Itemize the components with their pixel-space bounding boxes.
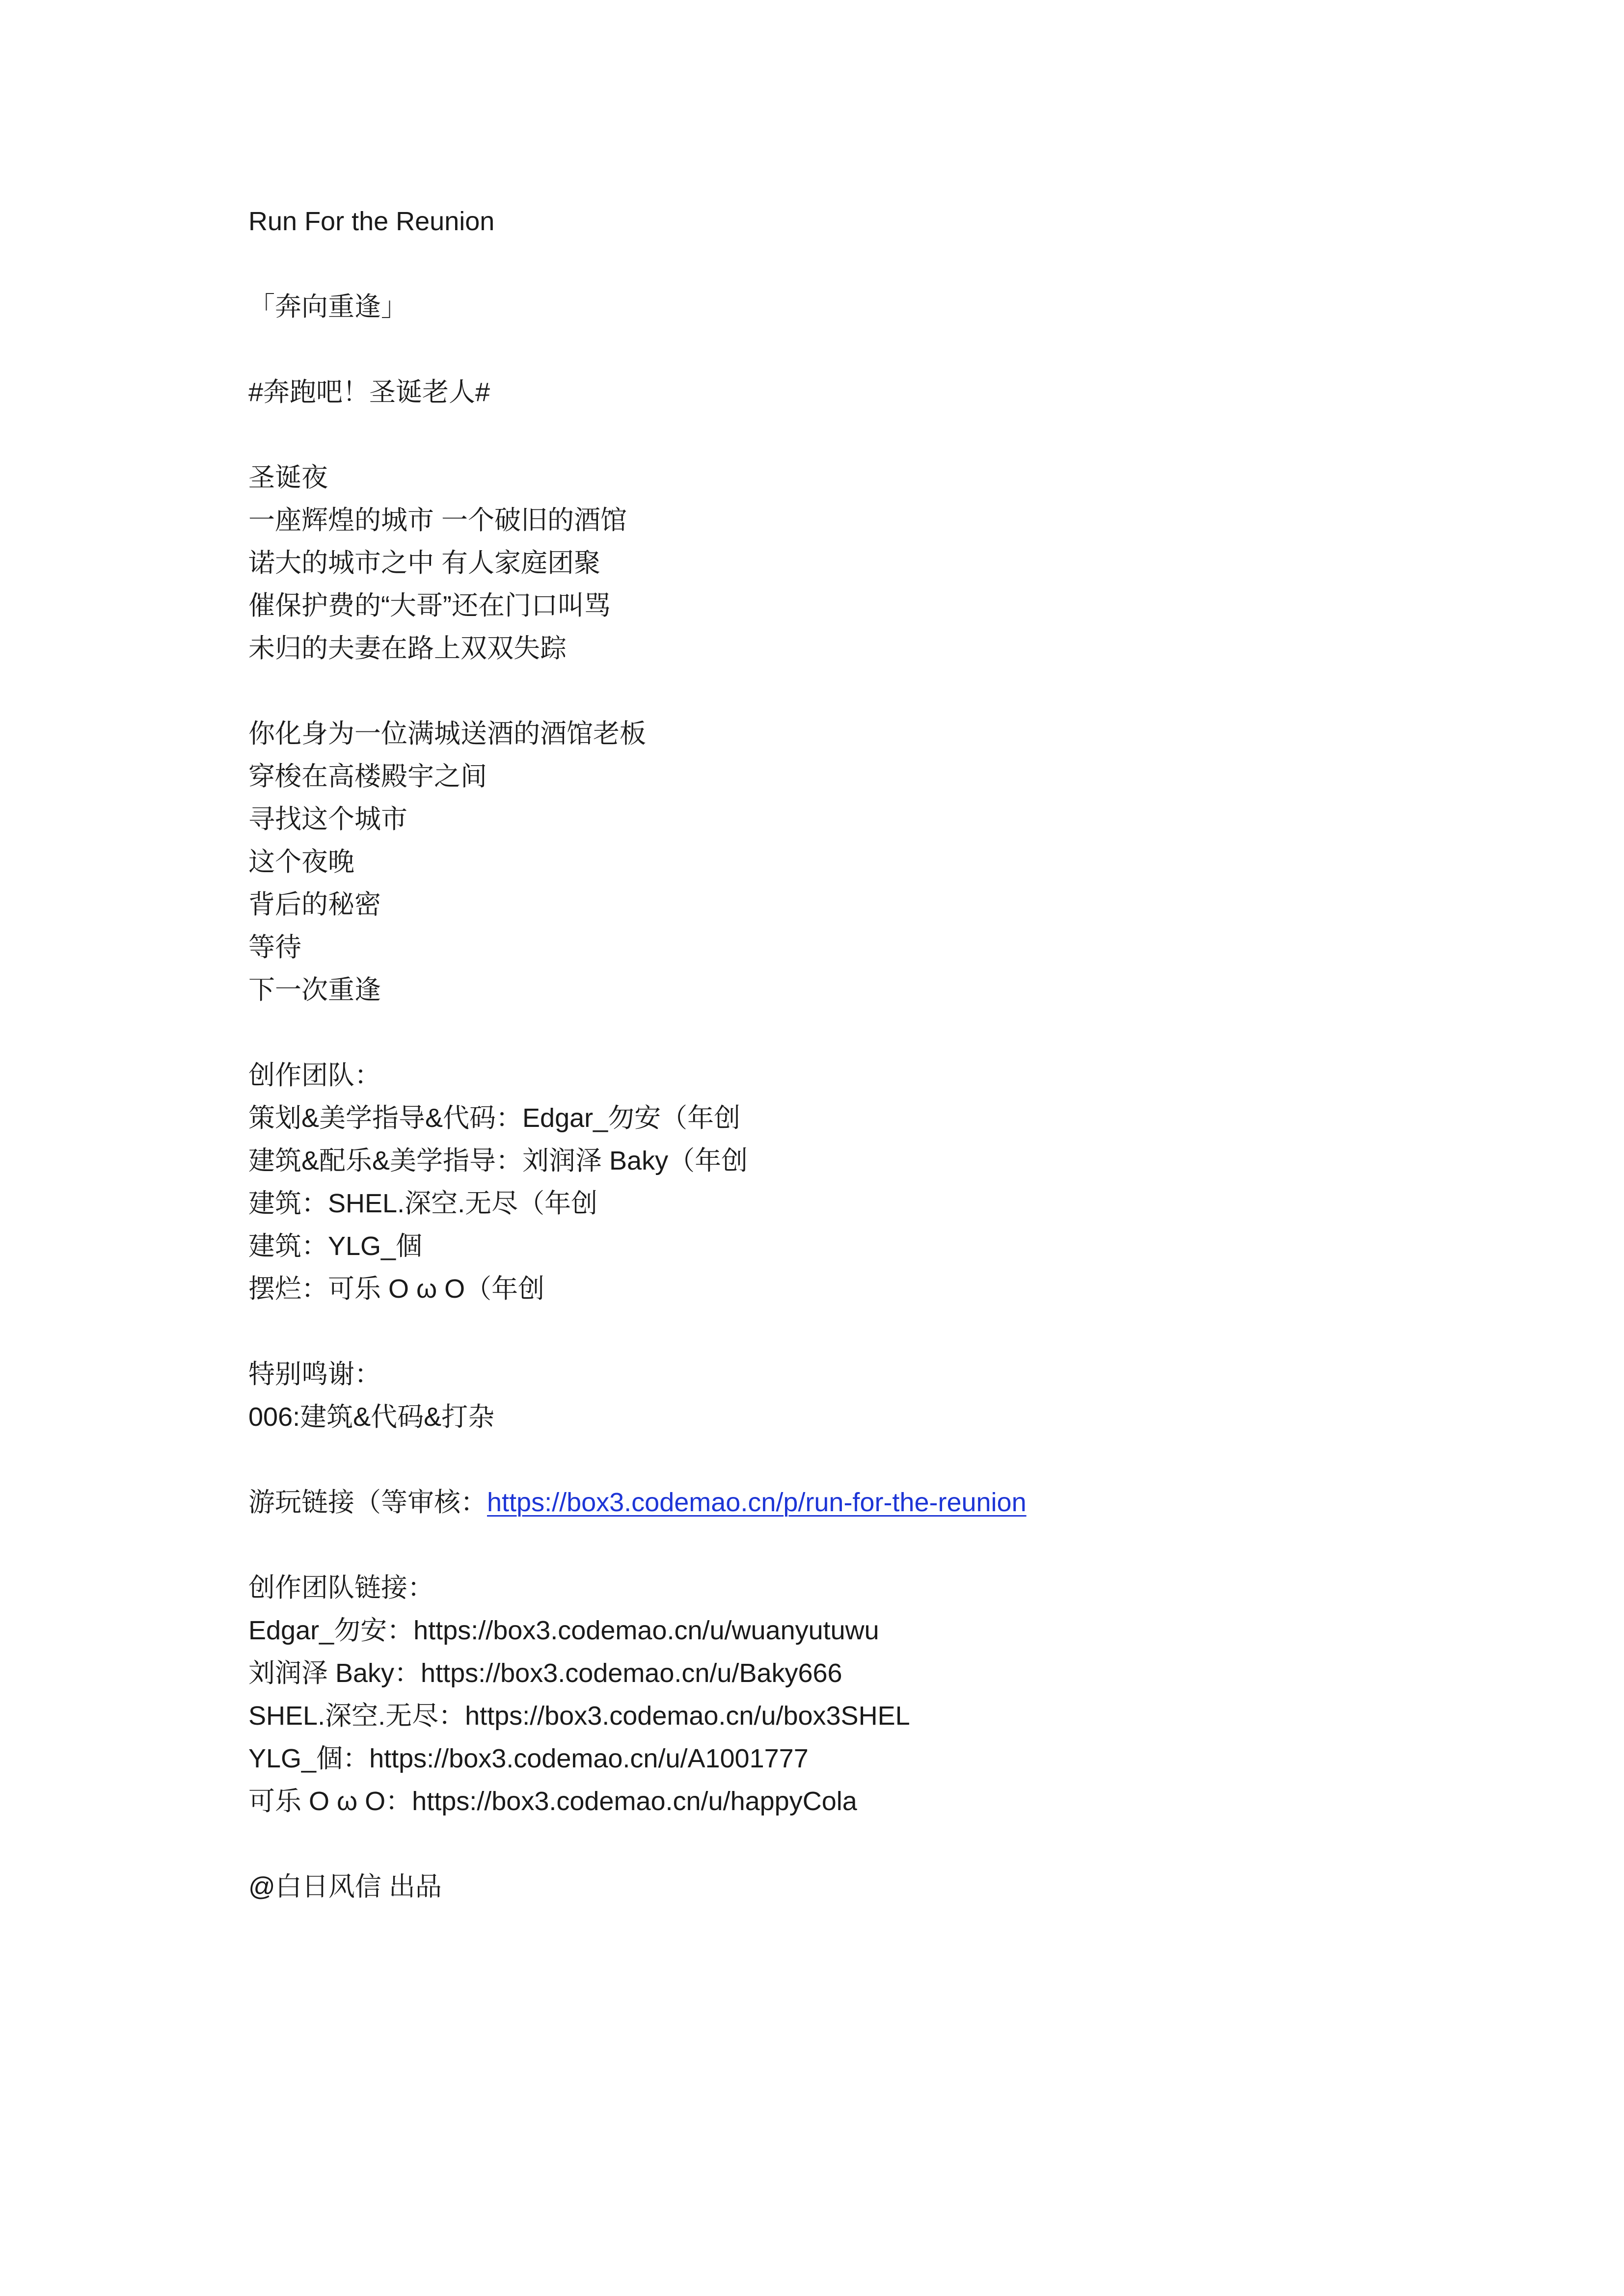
team-link: YLG_個：https://box3.codemao.cn/u/A1001777 [248, 1744, 809, 1773]
spacer [248, 1012, 1378, 1054]
team-member: 建筑：YLG_個 [248, 1231, 423, 1261]
thanks-heading: 特别鸣谢： [248, 1360, 381, 1389]
title-english: Run For the Reunion [248, 207, 495, 236]
role-line: 下一次重逢 [248, 975, 381, 1005]
signature: @白日风信 出品 [248, 1872, 442, 1901]
spacer [248, 670, 1378, 713]
role-line: 穿梭在高楼殿宇之间 [248, 762, 487, 791]
spacer [248, 414, 1378, 456]
story-line: 催保护费的“大哥”还在门口叫骂 [248, 591, 611, 620]
role-line: 背后的秘密 [248, 890, 381, 919]
team-link: 可乐 O ω O：https://box3.codemao.cn/u/happyCola [248, 1787, 857, 1816]
role-line: 等待 [248, 933, 301, 962]
role-line: 你化身为一位满城送酒的酒馆老板 [248, 719, 646, 748]
team-member: 策划&美学指导&代码：Edgar_勿安（年创 [248, 1103, 741, 1133]
role-line: 这个夜晚 [248, 847, 354, 877]
team-link: SHEL.深空.无尽：https://box3.codemao.cn/u/box3SHEL [248, 1701, 910, 1731]
play-link[interactable]: https://box3.codemao.cn/p/run-for-the-reunion [487, 1488, 1027, 1517]
team-heading: 创作团队： [248, 1061, 381, 1090]
play-link-label: 游玩链接（等审核： [248, 1488, 487, 1517]
thanks-line: 006:建筑&代码&打杂 [248, 1402, 495, 1432]
spacer [248, 1524, 1378, 1567]
links-heading: 创作团队链接： [248, 1573, 434, 1602]
spacer [248, 328, 1378, 371]
spacer [248, 243, 1378, 286]
story-line: 诺大的城市之中 有人家庭团聚 [248, 548, 601, 578]
spacer [248, 1823, 1378, 1866]
team-member: 建筑：SHEL.深空.无尽（年创 [248, 1189, 598, 1218]
title-chinese: 「奔向重逢」 [248, 292, 407, 321]
role-line: 寻找这个城市 [248, 804, 407, 834]
story-line: 一座辉煌的城市 一个破旧的酒馆 [248, 506, 627, 535]
document-body [248, 200, 1378, 1908]
spacer [248, 1439, 1378, 1481]
team-link: 刘润泽 Baky：https://box3.codemao.cn/u/Baky666 [248, 1658, 842, 1688]
story-line: 未归的夫妻在路上双双失踪 [248, 634, 567, 663]
team-member: 摆烂：可乐 O ω O（年创 [248, 1274, 545, 1304]
spacer [248, 1310, 1378, 1353]
team-member: 建筑&配乐&美学指导：刘润泽 Baky（年创 [248, 1146, 748, 1175]
play-link-row [248, 1481, 1378, 1524]
hashtag: #奔跑吧！圣诞老人# [248, 377, 490, 407]
story-line: 圣诞夜 [248, 463, 328, 492]
team-link: Edgar_勿安：https://box3.codemao.cn/u/wuanyutuwu [248, 1616, 879, 1645]
